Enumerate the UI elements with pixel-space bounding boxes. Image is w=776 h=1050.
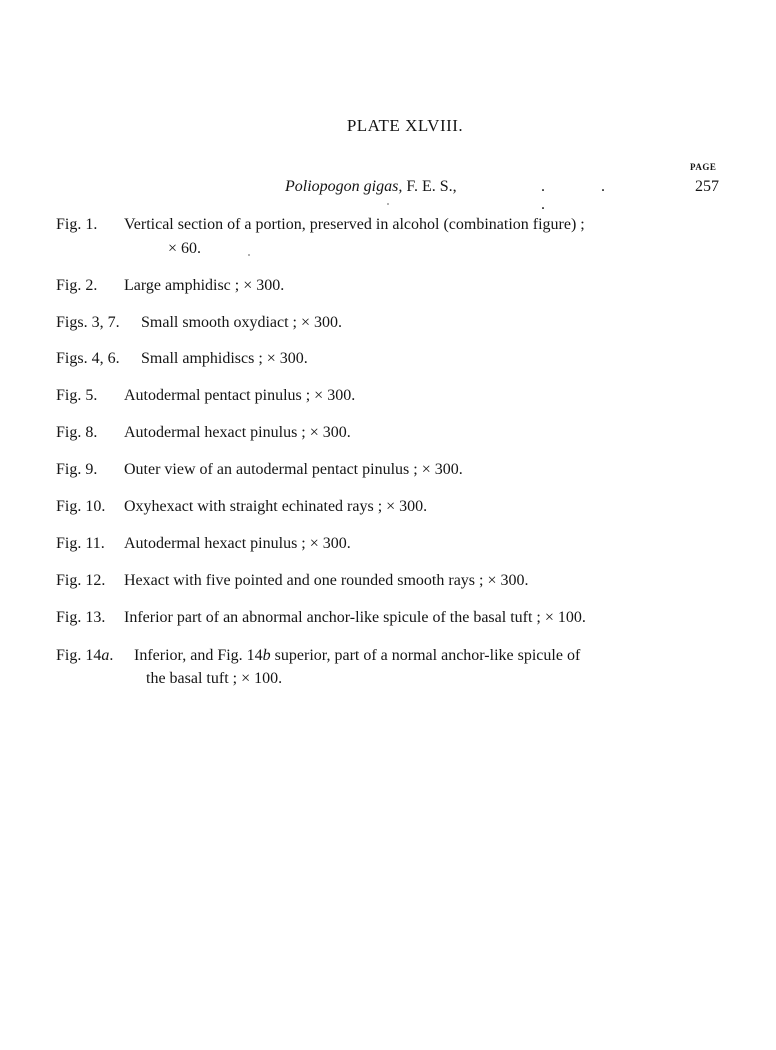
figure-label: Fig. 1. <box>56 216 98 233</box>
figure-description: Autodermal hexact pinulus ; × 300. <box>124 424 351 441</box>
figure-description-continuation: × 60. <box>168 240 202 257</box>
figure-label: Fig. 9. <box>56 461 98 478</box>
page-column-header: PAGE <box>690 162 717 172</box>
figure-description: Small smooth oxydiact ; × 300. <box>141 314 343 331</box>
figure-label: Fig. 14a. <box>56 647 114 664</box>
figure-label: Fig. 13. <box>56 609 106 626</box>
figure-label: Fig. 5. <box>56 387 98 404</box>
figure-label: Fig. 12. <box>56 572 106 589</box>
figure-description: Oxyhexact with straight echinated rays ; × 300. <box>124 498 428 515</box>
paper-speck <box>387 203 389 205</box>
paper-speck <box>248 254 250 256</box>
figure-description: Small amphidiscs ; × 300. <box>141 350 308 367</box>
leader-dot: . <box>541 196 545 213</box>
figure-description: Outer view of an autodermal pentact pinulus ; × 300. <box>124 461 463 478</box>
figure-description: Autodermal pentact pinulus ; × 300. <box>124 387 356 404</box>
figure-description: Large amphidisc ; × 300. <box>124 277 285 294</box>
figure-label: Figs. 4, 6. <box>56 350 120 367</box>
figure-label: Fig. 10. <box>56 498 106 515</box>
species-author: F. E. S., <box>406 178 457 195</box>
figure-label: Fig. 2. <box>56 277 98 294</box>
figure-label: Fig. 11. <box>56 535 105 552</box>
leader-dot: . <box>601 178 605 195</box>
leader-dot: . <box>541 178 545 195</box>
figure-description: Hexact with five pointed and one rounded smooth rays ; × 300. <box>124 572 529 589</box>
figure-description-continuation: the basal tuft ; × 100. <box>146 670 283 687</box>
plate-title: PLATE XLVIII. <box>346 116 464 135</box>
species-line <box>285 178 719 213</box>
figure-label: Figs. 3, 7. <box>56 314 120 331</box>
figure-description: Autodermal hexact pinulus ; × 300. <box>124 535 351 552</box>
figure-label: Fig. 8. <box>56 424 98 441</box>
species-name: Poliopogon gigas, <box>285 178 403 195</box>
figure-description: Vertical section of a portion, preserved in alcohol (combination figure) ; <box>124 216 585 233</box>
figure-description: Inferior part of an abnormal anchor-like spicule of the basal tuft ; × 100. <box>124 609 586 626</box>
leader-dots <box>541 178 719 214</box>
figure-description: Inferior, and Fig. 14b superior, part of a normal anchor-like spicule of <box>134 647 581 664</box>
species-page-number: 257 <box>695 178 719 195</box>
